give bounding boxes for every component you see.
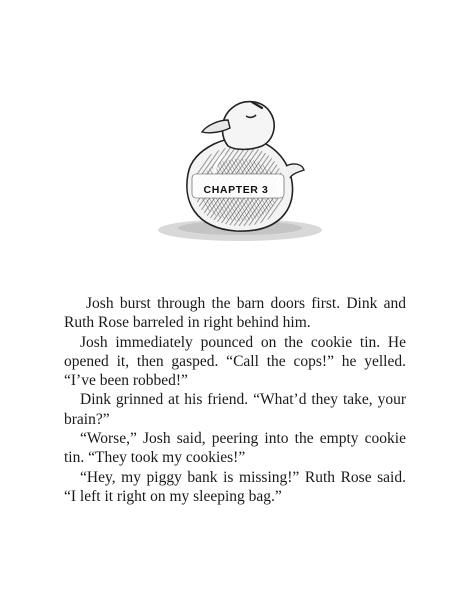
- paragraph-3: Dink grinned at his friend. “What’d they take, your brain?”: [64, 391, 406, 428]
- paragraph-5: “Hey, my piggy bank is missing!” Ruth Rose said. “I left it right on my sleeping bag.”: [64, 468, 406, 505]
- paragraph-2: Josh immediately pounced on the cookie tin. He opened it, then gasped. “Call the cops!” he yelled. “I’ve been robbed!”: [64, 333, 406, 390]
- chapter-label: CHAPTER 3: [203, 184, 269, 196]
- paragraph-1: Josh burst through the barn doors first. Dink and Ruth Rose barreled in right behind him.: [64, 295, 406, 332]
- story-text: [64, 294, 406, 506]
- paragraph-4: “Worse,” Josh said, peering into the empty cookie tin. “They took my cookies!”: [64, 430, 406, 467]
- duck-bank-illustration: [128, 70, 338, 250]
